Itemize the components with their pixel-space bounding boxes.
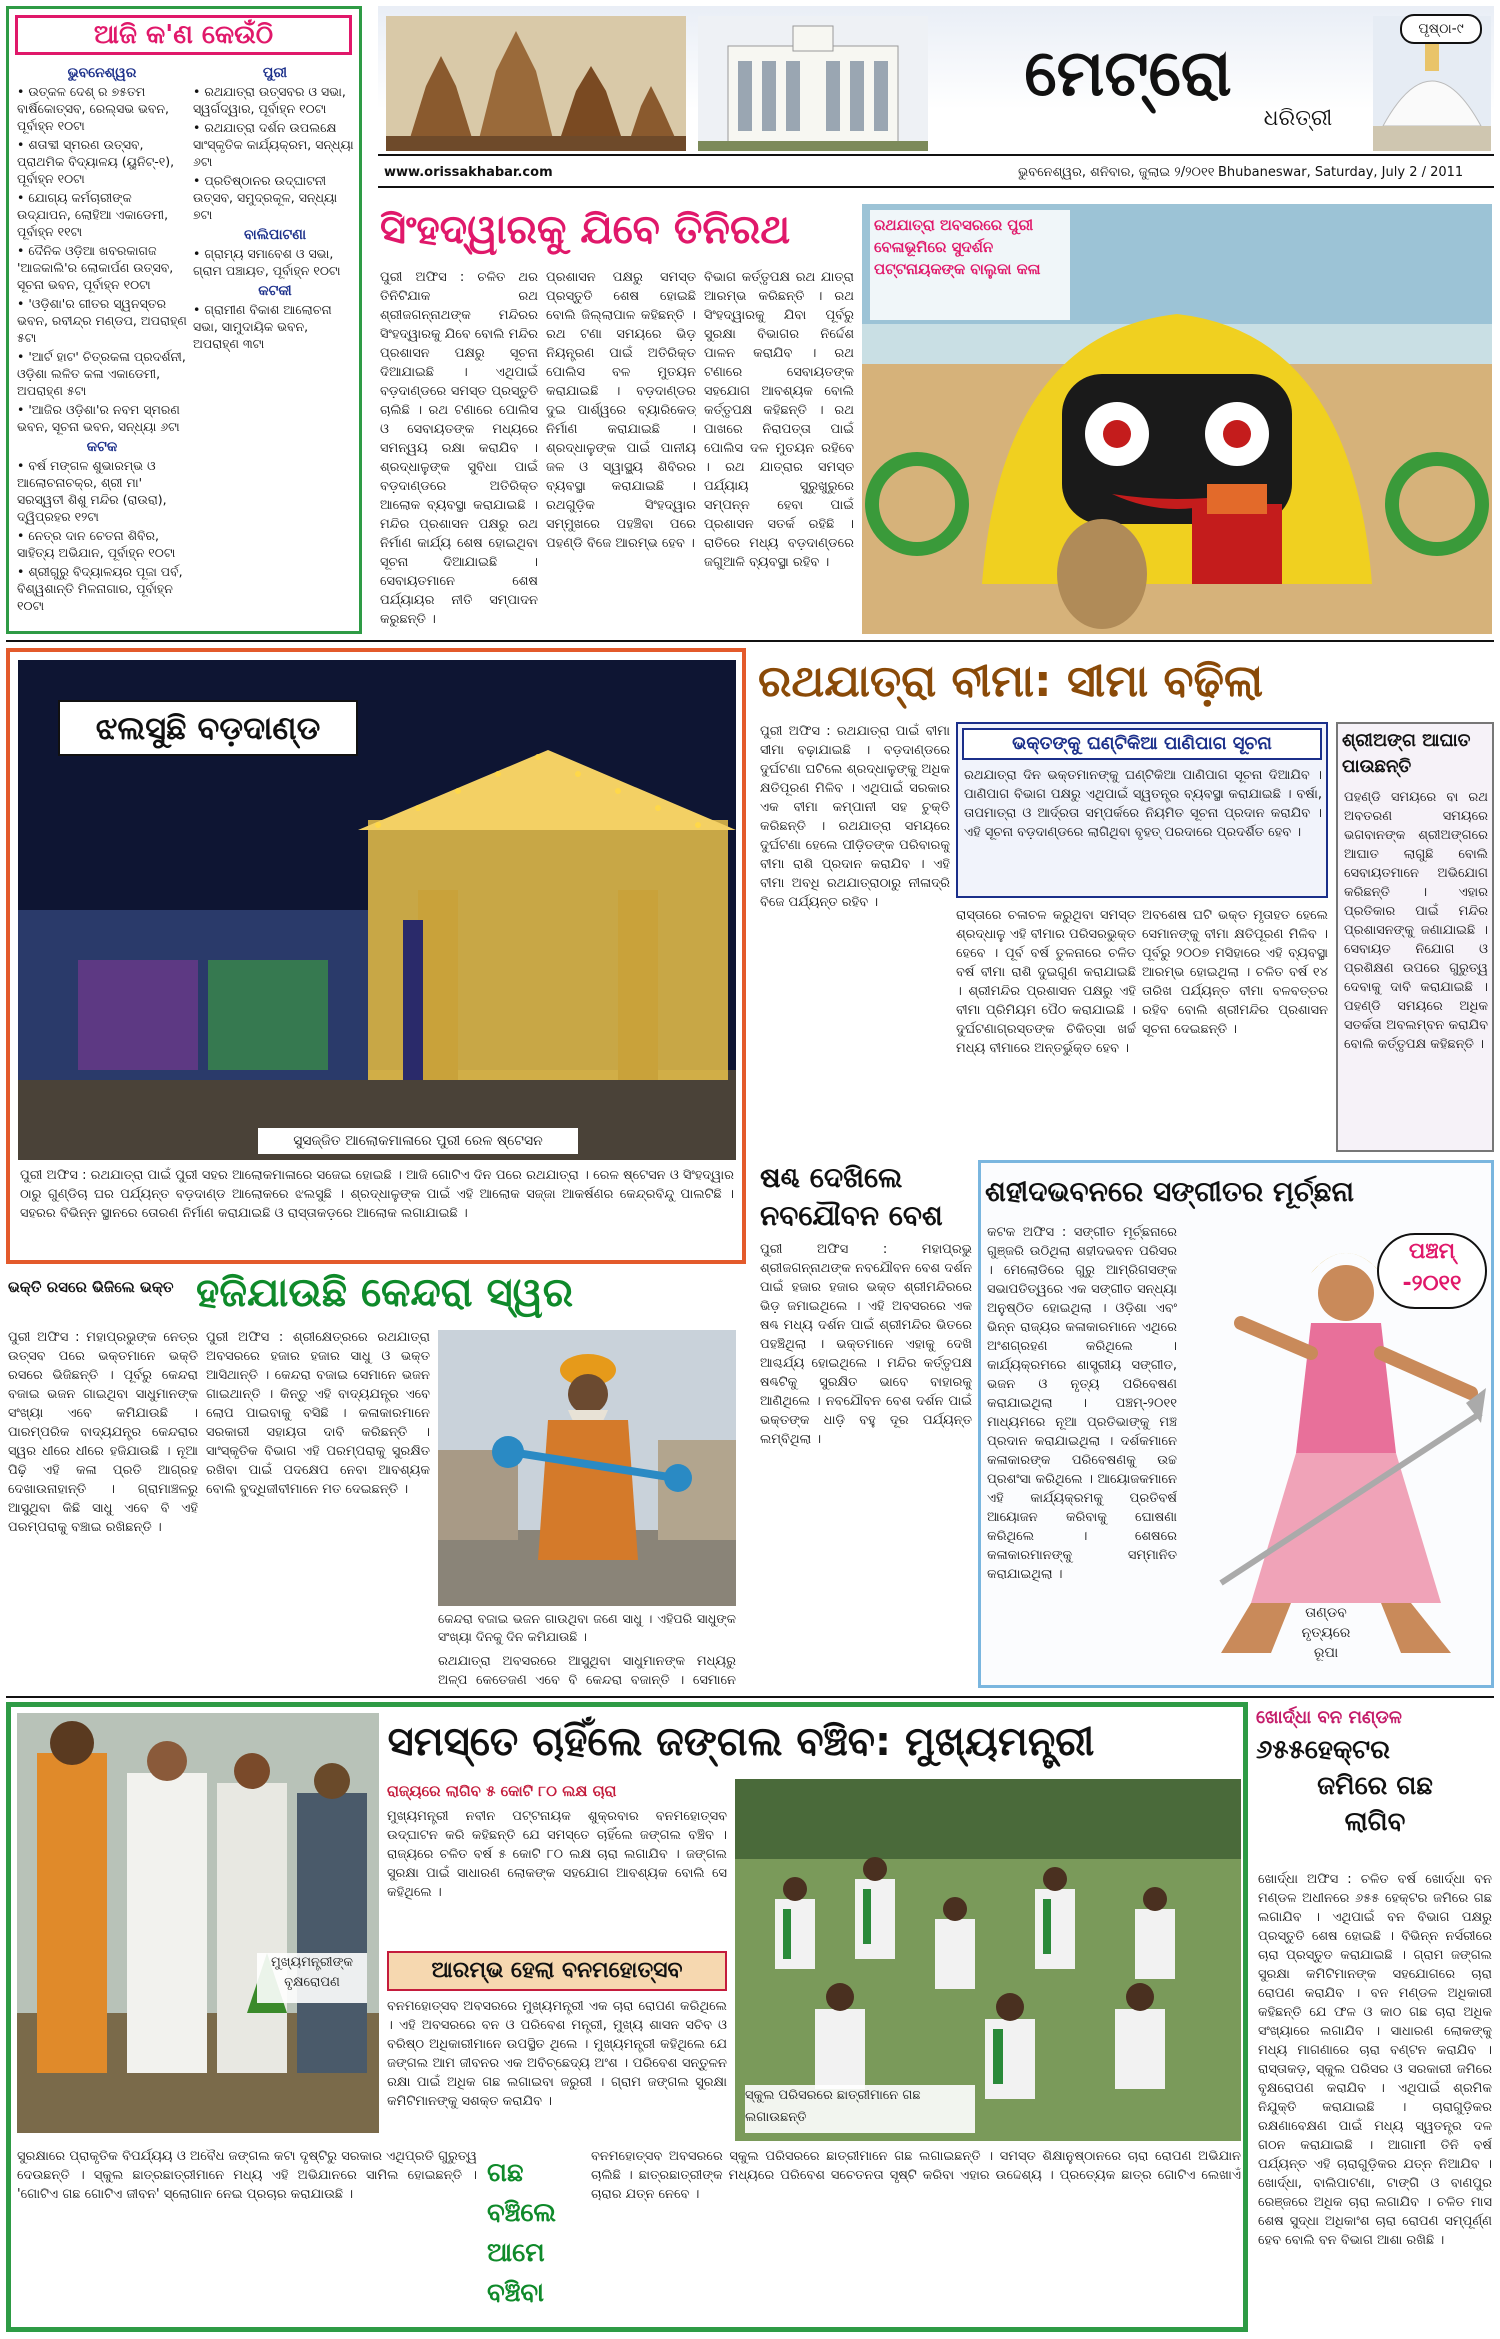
events-list-col1 xyxy=(17,63,187,629)
shriang-side-box xyxy=(1336,722,1494,1152)
masthead-dateline-bar xyxy=(378,160,1494,188)
events-list-item: • ଦୈନିକ ଓଡ଼ିଆ ଖବରକାଗଜ 'ଆଜକାଲି'ର ଲୋକାର୍ପଣ ଉତ୍ସବ, ସୂଚନା ଭବନ, ପୂର୍ବାହ୍ନ ୧୦ଟା xyxy=(17,243,174,292)
sand-art-caption: ରଥଯାତ୍ରା ଅବସରରେ ପୁରୀ ବେଳାଭୂମିରେ ସୁଦର୍ଶନ ପଟ୍ଟନାୟକଙ୍କ ବାଲୁକା କଳା xyxy=(870,210,1070,320)
events-list-item: • 'ଆର୍ଟ ହାଟ' ଚିତ୍ରକଳା ପ୍ରଦର୍ଶନୀ, ଓଡ଼ିଶା ଲଳିତ କଳା ଏକାଡେମୀ, ଅପରାହ୍ଣ ୫ଟା xyxy=(17,349,186,398)
masthead-banner xyxy=(378,6,1494,156)
weather-box-title: ଭକ୍ତଙ୍କୁ ଘଣ୍ଟିକିଆ ପାଣିପାଗ ସୂଚନା xyxy=(962,728,1322,760)
story7-bottom-right: ବନମହୋତ୍ସବ ଅବସରରେ ସ୍କୁଲ ପରିସରରେ ଛାତ୍ରୀମାନେ ଗଛ ଲଗାଇଛନ୍ତି । ସମସ୍ତ ଶିକ୍ଷାନୁଷ୍ଠାନରେ ଚାରା ରୋପଣ ଅଭିଯାନ ଚାଲିଛି । ଛାତ୍ରଛାତ୍ରୀଙ୍କ ମଧ୍ୟରେ ପରିବେଶ ସଚେତନତା ସୃଷ୍ଟି କରିବା ଏହାର ଉଦ୍ଦେଶ୍ୟ । ପ୍ରତ୍ୟେକ ଛାତ୍ର ଗୋଟିଏ ଲେଖାଏଁ ଚାରାର ଯତ୍ନ ନେବେ । xyxy=(591,2149,1241,2202)
story8-title-line4: ଲାଗିବ xyxy=(1344,1807,1406,1837)
story1-column-1: ପୁରୀ ଅଫିସ : ଚଳିତ ଥର ତିନିଟିଯାକ ରଥ ଶ୍ରୀଜଗନ୍ନାଥଙ୍କ ମନ୍ଦିରର ସିଂହଦ୍ୱାରକୁ ଯିବେ ବୋଲି ମନ୍ଦିର ପ୍ରଶାସନ ପକ୍ଷରୁ ସୂଚନା ଦିଆଯାଇଛି । ଏଥିପାଇଁ ବଡ଼ଦାଣ୍ଡରେ ସମସ୍ତ ପ୍ରସ୍ତୁତି ଚାଲିଛି । ରଥ ଟଣାରେ ପୋଲିସ ଓ ସେବାୟତଙ୍କ ମଧ୍ୟରେ ସମନ୍ୱୟ ରକ୍ଷା କରାଯିବ । ଶ୍ରଦ୍ଧାଳୁଙ୍କ ସୁବିଧା ପାଇଁ ବଡ଼ଦାଣ୍ଡରେ ଅତିରିକ୍ତ ଆଲୋକ ବ୍ୟବସ୍ଥା କରାଯାଇଛି । ମନ୍ଦିର ପ୍ରଶାସନ ପକ୍ଷରୁ ରଥ ନିର୍ମାଣ କାର୍ଯ୍ୟ ଶେଷ ହୋଇଥିବା ସୂଚନା ଦିଆଯାଇଛି । ସେବାୟତମାନେ ଶେଷ ପର୍ଯ୍ୟାୟର ନୀତି ସମ୍ପାଦନ କରୁଛନ୍ତି । xyxy=(380,270,538,627)
pancham-badge xyxy=(1377,1233,1487,1309)
events-list-item: • ରଥଯାତ୍ରା ଉତ୍ସବର ଓ ସଭା, ସ୍ୱର୍ଗଦ୍ୱାର, ପୂର୍ବାହ୍ନ ୧୦ଟା xyxy=(193,84,346,116)
events-list-item: • ଗ୍ରାମୀଣ ବିକାଶ ଆଲୋଚନା ସଭା, ସାମୁଦାୟିକ ଭବନ, ଅପରାହ୍ଣ ୩ଟା xyxy=(193,302,332,351)
masthead-subtitle: ଧରିତ୍ରୀ xyxy=(1263,106,1333,131)
story5-frame xyxy=(978,1160,1494,1688)
students-photo-caption: ସ୍କୁଲ ପରିସରରେ ଛାତ୍ରୀମାନେ ଗଛ ଲଗାଉଛନ୍ତି xyxy=(745,2085,975,2133)
dateline-english: Bhubaneswar, Saturday, July 2 / 2011 xyxy=(1218,165,1464,180)
story7-bottom-left: ସୁରକ୍ଷାରେ ପ୍ରାକୃତିକ ବିପର୍ଯ୍ୟୟ ଓ ଅବୈଧ ଜଙ୍ଗଲ କଟା ଦୃଷ୍ଟିରୁ ସରକାର ଏଥିପ୍ରତି ଗୁରୁତ୍ୱ ଦେଉଛନ୍ତି । ସ୍କୁଲ ଛାତ୍ରଛାତ୍ରୀମାନେ ମଧ୍ୟ ଏହି ଅଭିଯାନରେ ସାମିଲ ହୋଇଛନ୍ତି । 'ଗୋଟିଏ ଗଛ ଗୋଟିଏ ଜୀବନ' ସ୍ଲୋଗାନ ନେଇ ପ୍ରଚାର କରାଯାଉଛି । xyxy=(17,2149,477,2202)
story4-headline-line1: ଷଣ୍ଢ ଦେଖିଲେ xyxy=(760,1161,903,1194)
events-list-item: • ଯୋଗ୍ୟ କର୍ମଚାରୀଙ୍କ ଉଦ୍‌ଯାପନ, ଲୋହିଆ ଏକାଡେମୀ, ପୂର୍ବାହ୍ନ ୧୧ଟା xyxy=(17,190,169,239)
events-list-item: • ଉତ୍କଳ ଦେଶ୍ ର ୭୫ତମ ବାର୍ଷିକୋତ୍ସବ, ରେଲ୍‌ସଭ ଭବନ, ପୂର୍ବାହ୍ନ ୧୦ଟା xyxy=(17,84,170,133)
masthead-title: ମେଟ୍ରୋ xyxy=(1024,37,1232,111)
story7-subheadline: ଆରମ୍ଭ ହେଲା ବନମହୋତ୍ସବ xyxy=(387,1951,727,1991)
events-list-item: • ଶତାବ୍ଦୀ ସ୍ମରଣ ଉତ୍ସବ, ପ୍ରାଥମିକ ବିଦ୍ୟାଳୟ (ୟୁନିଟ୍-୧), ପୂର୍ବାହ୍ନ ୧୦ଟା xyxy=(17,137,175,186)
events-list-col2 xyxy=(193,63,357,629)
events-section-heading: ପୁରୀ xyxy=(262,65,288,81)
story3-column-1: ପୁରୀ ଅଫିସ : ରଥଯାତ୍ରା ପାଇଁ ବୀମା ସୀମା ବଢ଼ାଯାଇଛି । ବଡ଼ଦାଣ୍ଡରେ ଦୁର୍ଘଟଣା ଘଟିଲେ ଶ୍ରଦ୍ଧାଳୁଙ୍କୁ ଅଧିକ କ୍ଷତିପୂରଣ ମିଳିବ । ଏଥିପାଇଁ ସରକାର ଏକ ବୀମା କମ୍ପାନୀ ସହ ଚୁକ୍ତି କରିଛନ୍ତି । ରଥଯାତ୍ରା ସମୟରେ ଦୁର୍ଘଟଣା ହେଲେ ପୀଡ଼ିତଙ୍କ ପରିବାରକୁ ବୀମା ରାଶି ପ୍ରଦାନ କରାଯିବ । ଏହି ବୀମା ଅବଧି ରଥଯାତ୍ରାଠାରୁ ନୀଳାଦ୍ରି ବିଜେ ପର୍ଯ୍ୟନ୍ତ ରହିବ । xyxy=(760,724,950,910)
story6-headline: ହଜିଯାଉଛି କେନ୍ଦରା ସ୍ୱର xyxy=(196,1270,574,1316)
story2-body: ପୁରୀ ଅଫିସ : ରଥଯାତ୍ରା ପାଇଁ ପୁରୀ ସହର ଆଲୋକମାଳାରେ ସଜେଇ ହୋଇଛି । ଆଜି ଗୋଟିଏ ଦିନ ପରେ ରଥଯାତ୍ରା । ରେଳ ଷ୍ଟେସନ ଓ ସିଂହଦ୍ୱାର ଠାରୁ ଗୁଣ୍ଡିଚା ଘର ପର୍ଯ୍ୟନ୍ତ ବଡ଼ଦାଣ୍ଡ ଆଲୋକରେ ଝଲସୁଛି । ଶ୍ରଦ୍ଧାଳୁଙ୍କ ପାଇଁ ଏହି ଆଲୋକ ସଜ୍ଜା ଆକର୍ଷଣର କେନ୍ଦ୍ରବିନ୍ଦୁ ପାଲଟିଛି । ସହରର ବିଭିନ୍ନ ସ୍ଥାନରେ ତୋରଣ ନିର୍ମାଣ କରାଯାଇଛି ଓ ରାସ୍ତାକଡ଼ରେ ଆଲୋକ ଲଗାଯାଇଛି । xyxy=(20,1168,734,1221)
events-box xyxy=(6,6,362,634)
story1-headline: ସିଂହଦ୍ୱାରକୁ ଯିବେ ତିନିରଥ xyxy=(380,207,791,253)
kendara-photo-caption: କେନ୍ଦରା ବଜାଇ ଭଜନ ଗାଉଥିବା ଜଣେ ସାଧୁ । ଏହିପରି ସାଧୁଙ୍କ ସଂଖ୍ୟା ଦିନକୁ ଦିନ କମିଯାଉଛି । xyxy=(438,1611,736,1644)
story3-headline: ରଥଯାତ୍ରା ବୀମା: ସୀମା ବଢ଼ିଲା xyxy=(758,656,1264,707)
story7-bullet: ରାଜ୍ୟରେ ଲାଗିବ ୫ କୋଟି ୮୦ ଲକ୍ଷ ଚାରା xyxy=(387,1782,617,1800)
weather-info-box xyxy=(956,722,1328,898)
story7-middle-column: ବନମହୋତ୍ସବ ଅବସରରେ ମୁଖ୍ୟମନ୍ତ୍ରୀ ଏକ ଚାରା ରୋପଣ କରିଥିଲେ । ଏହି ଅବସରରେ ବନ ଓ ପରିବେଶ ମନ୍ତ୍ରୀ, ମୁଖ୍ୟ ଶାସନ ସଚିବ ଓ ବରିଷ୍ଠ ଅଧିକାରୀମାନେ ଉପସ୍ଥିତ ଥିଲେ । ମୁଖ୍ୟମନ୍ତ୍ରୀ କହିଥିଲେ ଯେ ଜଙ୍ଗଲ ଆମ ଜୀବନର ଏକ ଅବିଚ୍ଛେଦ୍ୟ ଅଂଶ । ପରିବେଶ ସନ୍ତୁଳନ ରକ୍ଷା ପାଇଁ ଅଧିକ ଗଛ ଲଗାଇବା ଜରୁରୀ । ଗ୍ରାମ ଜଙ୍ଗଲ ସୁରକ୍ଷା କମିଟିମାନଙ୍କୁ ସଶକ୍ତ କରାଯିବ । xyxy=(387,1999,727,2109)
story7-headline: ସମସ୍ତେ ଚାହିଁଲେ ଜଙ୍ଗଲ ବଞ୍ଚିବ: ମୁଖ୍ୟମନ୍ତ୍ରୀ xyxy=(387,1719,1095,1765)
story6-column-3: ରଥଯାତ୍ରା ଅବସରରେ ଆସୁଥିବା ସାଧୁମାନଙ୍କ ମଧ୍ୟରୁ ଅଳ୍ପ କେତେଜଣ ଏବେ ବି କେନ୍ଦରା ବଜାନ୍ତି । ସେମାନେ xyxy=(438,1654,736,1688)
events-box-title: ଆଜି କ'ଣ କେଉଁଠି xyxy=(15,15,352,55)
dancer-caption-line2: ନୃତ୍ୟରେ xyxy=(1301,1625,1351,1641)
weather-box-body: ରଥଯାତ୍ରା ଦିନ ଭକ୍ତମାନଙ୍କୁ ଘଣ୍ଟିକିଆ ପାଣିପାଗ ସୂଚନା ଦିଆଯିବ । ପାଣିପାଗ ବିଭାଗ ପକ୍ଷରୁ ଏଥିପାଇଁ ସ୍ୱତନ୍ତ୍ର ବ୍ୟବସ୍ଥା କରାଯାଇଛି । ବର୍ଷା, ତାପମାତ୍ରା ଓ ଆର୍ଦ୍ରତା ସମ୍ପର୍କରେ ନିୟମିତ ସୂଚନା ପ୍ରଦାନ କରାଯିବ । ଏହି ସୂଚନା ବଡ଼ଦାଣ୍ଡରେ ଲାଗିଥିବା ବୃହତ୍ ପରଦାରେ ପ୍ରଦର୍ଶିତ ହେବ । xyxy=(964,768,1322,840)
dateline-odia: ଭୁବନେଶ୍ୱର, ଶନିବାର, ଜୁଲାଇ ୨/୨୦୧୧ xyxy=(1018,165,1215,180)
pancham-badge-line2: -୨୦୧୧ xyxy=(1402,1271,1462,1296)
story3-column-3: ଅବଶେଷ ଘଟି ଭକ୍ତ ମୃତାହତ ହେଲେ ସେମାନଙ୍କୁ ବୀମା କ୍ଷତିପୂରଣ ମିଳିବ । ପୂର୍ବରୁ ୨୦୦୭ ମସିହାରେ ଏହି ବ୍ୟବସ୍ଥା ଆରମ୍ଭ ହୋଇଥିଲା । ଚଳିତ ବର୍ଷ ୧୪ ତାରିଖ ପର୍ଯ୍ୟନ୍ତ ବୀମା ବଳବତ୍ତର ରହିବ ବୋଲି ଶ୍ରୀମନ୍ଦିର ପ୍ରଶାସନ ସୂଚନା ଦେଇଛନ୍ତି । xyxy=(1142,908,1328,1037)
station-photo-caption: ସୁସଜ୍ଜିତ ଆଲୋକମାଳାରେ ପୁରୀ ରେଳ ଷ୍ଟେସନ xyxy=(258,1128,578,1154)
divider-middle xyxy=(6,1696,1494,1698)
events-list-item: • ବର୍ଷ ମଙ୍ଗଳ ଶୁଭାରମ୍ଭ ଓ ଆଲୋଚନାଚକ୍ର, ଶ୍ରୀ ମା' ସରସ୍ୱତୀ ଶିଶୁ ମନ୍ଦିର (ରାଉରା), ଦ୍ୱିପ୍ରହର ୧୨ଟା xyxy=(17,458,167,524)
dancer-caption-line3: ରୂପା xyxy=(1313,1645,1339,1661)
shriang-side-body: ପହଣ୍ଡି ସମୟରେ ବା ରଥ ଅବତରଣ ସମୟରେ ଭଗବାନଙ୍କ ଶ୍ରୀଅଙ୍ଗରେ ଆଘାତ ଲାଗୁଛି ବୋଲି ସେବାୟତମାନେ ଅଭିଯୋଗ କରିଛନ୍ତି । ଏହାର ପ୍ରତିକାର ପାଇଁ ମନ୍ଦିର ପ୍ରଶାସନଙ୍କୁ ଜଣାଯାଇଛି । ସେବାୟତ ନିଯୋଗ ଓ ପ୍ରଶିକ୍ଷଣ ଉପରେ ଗୁରୁତ୍ୱ ଦେବାକୁ ଦାବି କରାଯାଇଛି । ପହଣ୍ଡି ସମୟରେ ଅଧିକ ସତର୍କତା ଅବଲମ୍ବନ କରାଯିବ ବୋଲି କର୍ତ୍ତୃପକ୍ଷ କହିଛନ୍ତି । xyxy=(1344,790,1488,1052)
story8-title-line3: ଜମିରେ ଗଛ xyxy=(1317,1771,1433,1801)
cm-photo-caption: ମୁଖ୍ୟମନ୍ତ୍ରୀଙ୍କ ବୃକ୍ଷରୋପଣ xyxy=(257,1953,367,2003)
kendara-sadhu-photo xyxy=(438,1330,736,1606)
shriang-side-title: ଶ୍ରୀଅଙ୍ଗ ଆଘାତ ପାଉଛନ୍ତି xyxy=(1342,730,1471,777)
events-list-item: • ଗ୍ରାମ୍ୟ ସମାବେଶ ଓ ସଭା, ଗ୍ରାମ ପଞ୍ଚାୟତ, ପୂର୍ବାହ୍ନ ୧୦ଟା xyxy=(193,246,341,278)
events-list-item: • ରଥଯାତ୍ରା ଦର୍ଶନ ଉପଲକ୍ଷେ ସାଂସ୍କୃତିକ କାର୍ଯ୍ୟକ୍ରମ, ସନ୍ଧ୍ୟା ୬ଟା xyxy=(193,120,354,169)
story6-kicker: ଭକ୍ତି ରସରେ ଭିଜିଲେ ଭକ୍ତ xyxy=(8,1278,174,1296)
story2-headline: ଝଲସୁଛି ବଡ଼ଦାଣ୍ଡ xyxy=(58,700,358,756)
story6-column-1: ପୁରୀ ଅଫିସ : ମହାପ୍ରଭୁଙ୍କ ନେତ୍ର ଉତ୍ସବ ପରେ ଭକ୍ତମାନେ ଭକ୍ତି ରସରେ ଭିଜିଛନ୍ତି । ପୂର୍ବରୁ କେନ୍ଦରା ବଜାଇ ଭଜନ ଗାଇଥିବା ସାଧୁମାନଙ୍କ ସଂଖ୍ୟା ଏବେ କମିଯାଉଛି । ପାରମ୍ପରିକ ବାଦ୍ୟଯନ୍ତ୍ର କେନ୍ଦରାର ସ୍ୱର ଧୀରେ ଧୀରେ ହଜିଯାଉଛି । ନୂଆ ପିଢ଼ି ଏହି କଳା ପ୍ରତି ଆଗ୍ରହ ଦେଖାଉନାହାନ୍ତି । ଗ୍ରାମାଞ୍ଚଳରୁ ଆସୁଥିବା କିଛି ସାଧୁ ଏବେ ବି ଏହି ପରମ୍ପରାକୁ ବଞ୍ଚାଇ ରଖିଛନ୍ତି । xyxy=(8,1330,198,1535)
pancham-badge-line1: ପଞ୍ଚମ୍ xyxy=(1408,1239,1456,1264)
events-section-heading: କଟକ xyxy=(86,439,118,455)
story5-body: କଟକ ଅଫିସ : ସଙ୍ଗୀତ ମୂର୍ଚ୍ଛନାରେ ଗୁଞ୍ଜରି ଉଠିଥିଲା ଶହୀଦଭବନ ପରିସର । ମେଲୋଡିରେ ଗୁରୁ ଆମ୍ରିଗସଙ୍କ ସଭାପତିତ୍ୱରେ ଏକ ସଙ୍ଗୀତ ସନ୍ଧ୍ୟା ଅନୁଷ୍ଠିତ ହୋଇଥିଲା । ଓଡ଼ିଶା ଏବଂ ଭିନ୍ନ ରାଜ୍ୟର କଳାକାରମାନେ ଏଥିରେ ଅଂଶଗ୍ରହଣ କରିଥିଲେ । କାର୍ଯ୍ୟକ୍ରମରେ ଶାସ୍ତ୍ରୀୟ ସଙ୍ଗୀତ, ଭଜନ ଓ ନୃତ୍ୟ ପରିବେଷଣ କରାଯାଇଥିଲା । ପଞ୍ଚମ୍-୨୦୧୧ ମାଧ୍ୟମରେ ନୂଆ ପ୍ରତିଭାଙ୍କୁ ମଞ୍ଚ ପ୍ରଦାନ କରାଯାଇଥିଲା । ଦର୍ଶକମାନେ କଳାକାରଙ୍କ ପରିବେଷଣକୁ ଉଚ୍ଚ ପ୍ରଶଂସା କରିଥିଲେ । ଆୟୋଜକମାନେ ଏହି କାର୍ଯ୍ୟକ୍ରମକୁ ପ୍ରତିବର୍ଷ ଆୟୋଜନ କରିବାକୁ ଘୋଷଣା କରିଥିଲେ । ଶେଷରେ କଳାକାରମାନଙ୍କୁ ସମ୍ମାନିତ କରାଯାଇଥିଲା । xyxy=(987,1225,1177,1582)
story8-title xyxy=(1256,1704,1494,1864)
story1-column-2: ପ୍ରଶାସନ ପକ୍ଷରୁ ସମସ୍ତ ପ୍ରସ୍ତୁତି ଶେଷ ହୋଇଛି ବୋଲି ଜିଲ୍ଲାପାଳ କହିଛନ୍ତି । ରଥ ଟଣା ସମୟରେ ଭିଡ଼ ନିୟନ୍ତ୍ରଣ ପାଇଁ ଅତିରିକ୍ତ ପୋଲିସ ବଳ ମୁତୟନ କରାଯାଇଛି । ବଡ଼ଦାଣ୍ଡର ଦୁଇ ପାର୍ଶ୍ୱରେ ବ୍ୟାରିକେଡ୍ ନିର୍ମାଣ କରାଯାଇଛି । ଶ୍ରଦ୍ଧାଳୁଙ୍କ ପାଇଁ ପାନୀୟ ଜଳ ଓ ସ୍ୱାସ୍ଥ୍ୟ ଶିବିରର ବ୍ୟବସ୍ଥା କରାଯାଇଛି । ରଥଗୁଡ଼ିକ ସିଂହଦ୍ୱାର ସମ୍ମୁଖରେ ପହଞ୍ଚିବା ପରେ ପହଣ୍ଡି ବିଜେ ଆରମ୍ଭ ହେବ । xyxy=(546,270,696,551)
dancer-caption-line1: ତାଣ୍ଡବ xyxy=(1305,1605,1347,1621)
events-list-item: • ଶ୍ରୀଗୁରୁ ବିଦ୍ୟାଳୟର ପୂଜା ପର୍ବ, ବିଶ୍ୱଶାନ୍ତି ମିଳନାଗାର, ପୂର୍ବାହ୍ନ ୧୦ଟା xyxy=(17,564,183,613)
story7-intro: ମୁଖ୍ୟମନ୍ତ୍ରୀ ନବୀନ ପଟ୍ଟନାୟକ ଶୁକ୍ରବାର ବନମହୋତ୍ସବ ଉଦ୍‌ଘାଟନ କରି କହିଛନ୍ତି ଯେ ସମସ୍ତେ ଚାହିଁଲେ ଜଙ୍ଗଲ ବଞ୍ଚିବ । ରାଜ୍ୟରେ ଚଳିତ ବର୍ଷ ୫ କୋଟି ୮୦ ଲକ୍ଷ ଚାରା ଲଗାଯିବ । ଜଙ୍ଗଲ ସୁରକ୍ଷା ପାଇଁ ସାଧାରଣ ଲୋକଙ୍କ ସହଯୋଗ ଆବଶ୍ୟକ ବୋଲି ସେ କହିଥିଲେ । xyxy=(387,1809,727,1900)
events-section-heading: ଭୁବନେଶ୍ୱର xyxy=(67,65,137,81)
students-plantation-photo xyxy=(735,1779,1241,2141)
page-number-badge: ପୃଷ୍ଠା-୯ xyxy=(1400,14,1482,44)
sand-art-photo xyxy=(862,204,1492,634)
illuminated-station-photo xyxy=(18,660,736,1160)
story2-frame xyxy=(6,648,746,1264)
story8-title-line2: ୬୫୫ହେକ୍ଟର xyxy=(1256,1735,1390,1765)
story4-headline-line2: ନବଯୌବନ ବେଶ xyxy=(760,1199,943,1232)
events-list-item: • ପ୍ରତିଷ୍ଠାନର ଉଦ୍‌ଘାଟନୀ ଉତ୍ସବ, ସମୁଦ୍ରକୂଳ, ସନ୍ଧ୍ୟା ୭ଟା xyxy=(193,173,338,222)
events-list-item: • ନେତ୍ର ଦାନ ଚେତନା ଶିବିର, ସାହିତ୍ୟ ଅଭିଯାନ, ପୂର୍ବାହ୍ନ ୧୦ଟା xyxy=(17,528,176,560)
events-list-item: • 'ଆଜିର ଓଡ଼ିଶା'ର ନବମ ସ୍ମରଣ ଭବନ, ସୂଚନା ଭବନ, ସନ୍ଧ୍ୟା ୬ଟା xyxy=(17,402,180,434)
story4-body: ପୁରୀ ଅଫିସ : ମହାପ୍ରଭୁ ଶ୍ରୀଜଗନ୍ନାଥଙ୍କ ନବଯୌବନ ବେଶ ଦର୍ଶନ ପାଇଁ ହଜାର ହଜାର ଭକ୍ତ ଶ୍ରୀମନ୍ଦିରରେ ଭିଡ଼ ଜମାଇଥିଲେ । ଏହି ଅବସରରେ ଏକ ଷଣ୍ଢ ମଧ୍ୟ ଦର୍ଶନ ପାଇଁ ଶ୍ରୀମନ୍ଦିର ଭିତରେ ପହଞ୍ଚିଥିଲା । ଭକ୍ତମାନେ ଏହାକୁ ଦେଖି ଆଶ୍ଚର୍ଯ୍ୟ ହୋଇଥିଲେ । ମନ୍ଦିର କର୍ତ୍ତୃପକ୍ଷ ଷଣ୍ଢଟିକୁ ସୁରକ୍ଷିତ ଭାବେ ବାହାରକୁ ଆଣିଥିଲେ । ନବଯୌବନ ବେଶ ଦର୍ଶନ ପାଇଁ ଭକ୍ତଙ୍କ ଧାଡ଼ି ବହୁ ଦୂର ପର୍ଯ୍ୟନ୍ତ ଲମ୍ବିଥିଲା । xyxy=(760,1242,972,1447)
temple-illustration xyxy=(386,16,686,151)
story3-column-2: ରାସ୍ତାରେ ଚଳାଚଳ କରୁଥିବା ସମସ୍ତ ଶ୍ରଦ୍ଧାଳୁ ଏହି ବୀମାର ପରିସରଭୁକ୍ତ ହେବେ । ପୂର୍ବ ବର୍ଷ ତୁଳନାରେ ଚଳିତ ବର୍ଷ ବୀମା ରାଶି ଦୁଇଗୁଣ କରାଯାଇଛି । ଶ୍ରୀମନ୍ଦିର ପ୍ରଶାସନ ପକ୍ଷରୁ ଏହି ବୀମା ପ୍ରିମିୟମ ପୈଠ କରାଯାଇଛି । ଦୁର୍ଘଟଣାଗ୍ରସ୍ତଙ୍କ ଚିକିତ୍ସା ଖର୍ଚ୍ଚ ମଧ୍ୟ ବୀମାରେ ଅନ୍ତର୍ଭୁକ୍ତ ହେବ । xyxy=(956,908,1136,1056)
story8-title-line1: ଖୋର୍ଦ୍ଧା ବନ ମଣ୍ଡଳ xyxy=(1256,1707,1402,1728)
events-section-heading: ବାଲିପାଟଣା xyxy=(243,227,307,243)
story7-frame xyxy=(6,1702,1248,2332)
website-url[interactable]: www.orissakhabar.com xyxy=(384,165,553,180)
story6-column-2: ପୁରୀ ଅଫିସ : ଶ୍ରୀକ୍ଷେତ୍ରରେ ରଥଯାତ୍ରା ଅବସରରେ ହଜାର ହଜାର ସାଧୁ ଓ ଭକ୍ତ ଆସିଥାନ୍ତି । କେନ୍ଦରା ବଜାଇ ସେମାନେ ଭଜନ ଗାଇଥାନ୍ତି । କିନ୍ତୁ ଏହି ବାଦ୍ୟଯନ୍ତ୍ର ଏବେ ଲୋପ ପାଇବାକୁ ବସିଛି । କଳାକାରମାନେ ସରକାରୀ ସହାୟତା ଦାବି କରିଛନ୍ତି । ସାଂସ୍କୃତିକ ବିଭାଗ ଏହି ପରମ୍ପରାକୁ ସୁରକ୍ଷିତ ରଖିବା ପାଇଁ ପଦକ୍ଷେପ ନେବା ଆବଶ୍ୟକ ବୋଲି ବୁଦ୍ଧିଜୀବୀମାନେ ମତ ଦେଇଛନ୍ତି । xyxy=(206,1330,430,1497)
story7-bottom-slogan: ଗଛ ବଞ୍ଚିଲେ ଆମେ ବଞ୍ଚିବା xyxy=(487,2158,557,2308)
events-list-item: • 'ଓଡ଼ିଶା'ର ଗୀତର ସ୍ୱନସ୍ତର ଭବନ, ରବୀନ୍ଦ୍ର ମଣ୍ଡପ, ଅପରାହ୍ଣ ୫ଟା xyxy=(17,296,187,345)
story5-headline: ଶହୀଦଭବନରେ ସଙ୍ଗୀତର ମୂର୍ଚ୍ଛନା xyxy=(985,1175,1355,1208)
story8-body: ଖୋର୍ଦ୍ଧା ଅଫିସ : ଚଳିତ ବର୍ଷ ଖୋର୍ଦ୍ଧା ବନ ମଣ୍ଡଳ ଅଧୀନରେ ୬୫୫ ହେକ୍ଟର ଜମିରେ ଗଛ ଲଗାଯିବ । ଏଥିପାଇଁ ବନ ବିଭାଗ ପକ୍ଷରୁ ପ୍ରସ୍ତୁତି ଶେଷ ହୋଇଛି । ବିଭିନ୍ନ ନର୍ସରୀରେ ଚାରା ପ୍ରସ୍ତୁତ କରାଯାଇଛି । ଗ୍ରାମ ଜଙ୍ଗଲ ସୁରକ୍ଷା କମିଟିମାନଙ୍କ ସହଯୋଗରେ ଚାରା ରୋପଣ କରାଯିବ । ବନ ମଣ୍ଡଳ ଅଧିକାରୀ କହିଛନ୍ତି ଯେ ଫଳ ଓ କାଠ ଗଛ ଚାରା ଅଧିକ ସଂଖ୍ୟାରେ ଲଗାଯିବ । ସାଧାରଣ ଲୋକଙ୍କୁ ମଧ୍ୟ ମାଗଣାରେ ଚାରା ବଣ୍ଟନ କରାଯିବ । ରାସ୍ତାକଡ଼, ସ୍କୁଲ ପରିସର ଓ ସରକାରୀ ଜମିରେ ବୃକ୍ଷରୋପଣ କରାଯିବ । ଏଥିପାଇଁ ଶ୍ରମିକ ନିଯୁକ୍ତି କରାଯାଇଛି । ଚାରାଗୁଡ଼ିକର ରକ୍ଷଣାବେକ୍ଷଣ ପାଇଁ ମଧ୍ୟ ସ୍ୱତନ୍ତ୍ର ଦଳ ଗଠନ କରାଯାଇଛି । ଆଗାମୀ ତିନି ବର୍ଷ ପର୍ଯ୍ୟନ୍ତ ଏହି ଚାରାଗୁଡ଼ିକର ଯତ୍ନ ନିଆଯିବ । ଖୋର୍ଦ୍ଧା, ବାଲିପାଟଣା, ଟାଙ୍ଗି ଓ ବାଣପୁର ରେଞ୍ଜରେ ଅଧିକ ଚାରା ଲଗାଯିବ । ଚଳିତ ମାସ ଶେଷ ସୁଦ୍ଧା ଅଧିକାଂଶ ଚାରା ରୋପଣ ସମ୍ପୂର୍ଣ୍ଣ ହେବ ବୋଲି ବନ ବିଭାଗ ଆଶା ରଖିଛି । xyxy=(1258,1872,1492,2248)
divider-top xyxy=(6,640,1494,642)
building-illustration xyxy=(698,16,928,151)
story1-column-3: ବିଭାଗ କର୍ତ୍ତୃପକ୍ଷ ରଥ ଯାତ୍ରା ଆରମ୍ଭ କରିଛନ୍ତି । ରଥ ସିଂହଦ୍ୱାରକୁ ଯିବା ପୂର୍ବରୁ ସୁରକ୍ଷା ବିଭାଗର ନିର୍ଦ୍ଦେଶ ପାଳନ କରାଯିବ । ରଥ ଟଣାରେ ସେବାୟତଙ୍କ ସହଯୋଗ ଆବଶ୍ୟକ ବୋଲି କର୍ତ୍ତୃପକ୍ଷ କହିଛନ୍ତି । ରଥ ପାଖରେ ନିରାପତ୍ତା ପାଇଁ ପୋଲିସ ଦଳ ମୁତୟନ ରହିବେ । ରଥ ଯାତ୍ରାର ସମସ୍ତ ପର୍ଯ୍ୟାୟ ସୁରୁଖୁରୁରେ ସମ୍ପନ୍ନ ହେବା ପାଇଁ ପ୍ରଶାସନ ସତର୍କ ରହିଛି । ରାତିରେ ମଧ୍ୟ ବଡ଼ଦାଣ୍ଡରେ ଜଗୁଆଳି ବ୍ୟବସ୍ଥା ରହିବ । xyxy=(704,270,854,570)
cm-plantation-photo xyxy=(17,1713,379,2133)
events-section-heading: କଟକୀ xyxy=(258,283,292,299)
dancer-caption xyxy=(1281,1603,1371,1683)
